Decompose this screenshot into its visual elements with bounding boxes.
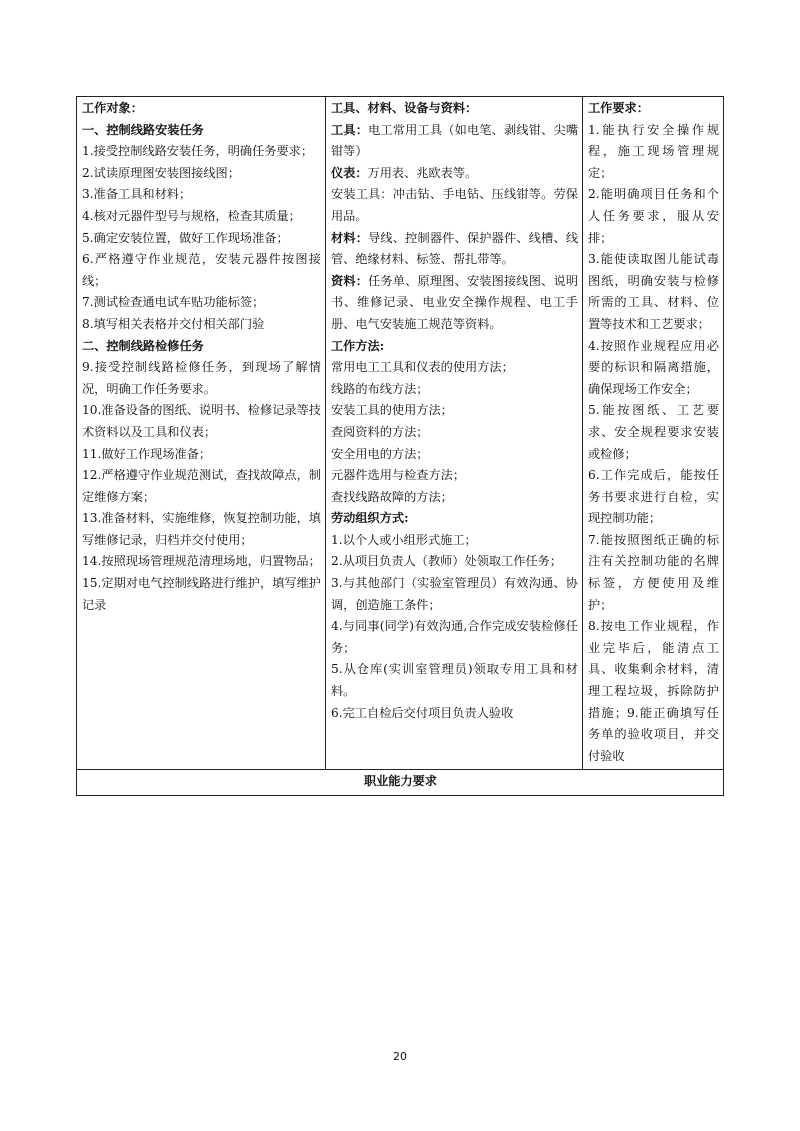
list-item <box>331 573 578 616</box>
item-text: 电工常用工具（如电笔、剥线钳、尖嘴钳等） <box>331 122 579 159</box>
list-item: 1.能执行安全操作规程，施工现场管理规定； <box>588 122 719 180</box>
list-item: 12.严格遵守作业规范测试，查找故障点，制定维修方案； <box>82 468 321 504</box>
item-text: 3.与其他部门（实验室管理员）有效沟通、协调，创造施工条件； <box>331 576 578 612</box>
list-item: 7.测试检查通电试车贴功能标签； <box>82 295 265 310</box>
list-item <box>331 379 578 401</box>
item-label: 资料： <box>331 273 369 288</box>
list-item <box>331 703 578 725</box>
list-item <box>331 487 578 509</box>
work-object-list <box>82 120 321 617</box>
list-item: 5.确定安装位置，做好工作现场准备； <box>82 230 289 245</box>
list-item <box>331 508 578 530</box>
tools-materials-list <box>331 120 578 725</box>
list-item <box>331 551 578 573</box>
item-text: 线路的布线方法； <box>331 381 429 396</box>
item-text: 导线、控制器件、保护器件、线槽、线管、绝缘材料、标签、帮扎带等。 <box>331 230 579 267</box>
item-label: 工作方法: <box>331 338 385 353</box>
list-item: 14.按照现场管理规范清理场地，归置物品； <box>82 554 321 569</box>
list-item <box>331 357 578 379</box>
list-item: 3.能使读取图儿能试毒图纸，明确安装与检修所需的工具、材料、位置等技术和工艺要求； <box>588 252 719 331</box>
list-item: 7.能按照图纸正确的标注有关控制功能的名牌标签，方便使用及维护； <box>588 532 719 612</box>
list-item: 15.定期对电气控制线路进行维护，填写维护记录 <box>82 576 321 612</box>
list-item: 8.填写相关表格并交付相关部门验 <box>82 316 265 331</box>
item-text: 常用电工工具和仪表的使用方法； <box>331 360 514 375</box>
list-item <box>331 336 578 358</box>
list-item <box>331 616 578 659</box>
list-item: 5.能按图纸、工艺要求、安全规程要求安装或检修； <box>588 403 719 461</box>
item-label: 工具： <box>331 122 369 137</box>
list-item: 1.接受控制线路安装任务，明确任务要求； <box>82 144 314 159</box>
item-text: 查阅资料的方法； <box>331 424 429 439</box>
item-text: 任务单、原理图、安装图接线图、说明书、维修记录、电业安全操作规程、电工手册、电气安装施工规范等资料。 <box>331 273 579 331</box>
item-text: 安装工具的使用方法； <box>331 403 453 418</box>
work-requirements-list <box>588 120 719 768</box>
list-item <box>331 184 578 227</box>
list-item: 6.严格遵守作业规范，安装元器件按图接线； <box>82 252 321 288</box>
list-item <box>331 465 578 487</box>
item-label: 材料： <box>331 230 369 245</box>
item-label: 劳动组织方式: <box>331 511 409 526</box>
item-text: 查找线路故障的方法； <box>331 489 453 504</box>
item-label: 仪表： <box>331 165 368 180</box>
item-text: 1.以个人或小组形式施工； <box>331 532 477 547</box>
list-item: 2.能明确项目任务和个人任务要求，服从安排； <box>588 187 719 245</box>
list-item <box>331 271 578 336</box>
list-item: 3.准备工具和材料； <box>82 187 192 202</box>
list-item: 13.准备材料，实施维修，恢复控制功能，填写维修记录，归档并交付使用； <box>82 511 321 547</box>
list-item: 4.按照作业规程应用必要的标识和隔离措施，确保现场工作安全； <box>588 338 719 396</box>
work-object-cell <box>77 97 326 770</box>
item-text: 元器件选用与检查方法； <box>331 468 466 483</box>
section-heading: 一、控制线路安装任务 <box>82 122 204 137</box>
item-text: 6.完工自检后交付项目负责人验收 <box>331 705 514 720</box>
item-text: 5.从仓库(实训室管理员)领取专用工具和材料。 <box>331 662 578 699</box>
table-row <box>77 97 724 770</box>
list-item: 10.准备设备的图纸、说明书、检修记录等技术资料以及工具和仪表； <box>82 403 321 439</box>
list-item: 6.工作完成后，能按任务书要求进行自检，实现控制功能； <box>588 468 719 526</box>
list-item <box>331 659 578 702</box>
item-text: 安全用电的方法； <box>331 446 429 461</box>
list-item: 11.做好工作现场准备； <box>82 446 212 461</box>
work-object-header: 工作对象： <box>82 101 143 115</box>
table-row <box>77 770 724 796</box>
page-number: 20 <box>393 1050 407 1063</box>
list-item: 9.接受控制线路检修任务，到现场了解情况，明确工作任务要求。 <box>82 360 321 396</box>
item-text: 4.与同事(同学)有效沟通,合作完成安装检修任务； <box>331 619 578 655</box>
list-item <box>331 120 578 163</box>
list-item <box>331 422 578 444</box>
tools-materials-header: 工具、材料、设备与资料： <box>331 101 478 115</box>
list-item <box>331 444 578 466</box>
tools-materials-cell <box>326 97 583 770</box>
list-item <box>331 163 578 185</box>
list-item: 2.试读原理图安装图接线图； <box>82 165 240 180</box>
list-item <box>331 400 578 422</box>
section-heading: 二、控制线路检修任务 <box>82 338 204 353</box>
item-text: 安装工具：冲击钻、手电钻、压线钳等。劳保用品。 <box>331 187 578 223</box>
work-requirements-header: 工作要求： <box>588 101 649 115</box>
list-item: 4.核对元器件型号与规格，检查其质量； <box>82 208 301 223</box>
work-requirements-cell <box>583 97 724 770</box>
vocational-ability-footer: 职业能力要求 <box>77 770 724 796</box>
item-text: 2.从项目负责人（教师）处领取工作任务； <box>331 554 563 569</box>
work-content-table <box>76 96 724 796</box>
list-item <box>331 228 578 271</box>
item-text: 万用表、兆欧表等。 <box>367 165 478 180</box>
list-item <box>331 530 578 552</box>
list-item: 8.按电工作业规程，作业完毕后，能清点工具、收集剩余材料，清理工程垃圾，拆除防护措施；9.能正确填写任务单的验收项目，并交付验收 <box>588 619 719 763</box>
